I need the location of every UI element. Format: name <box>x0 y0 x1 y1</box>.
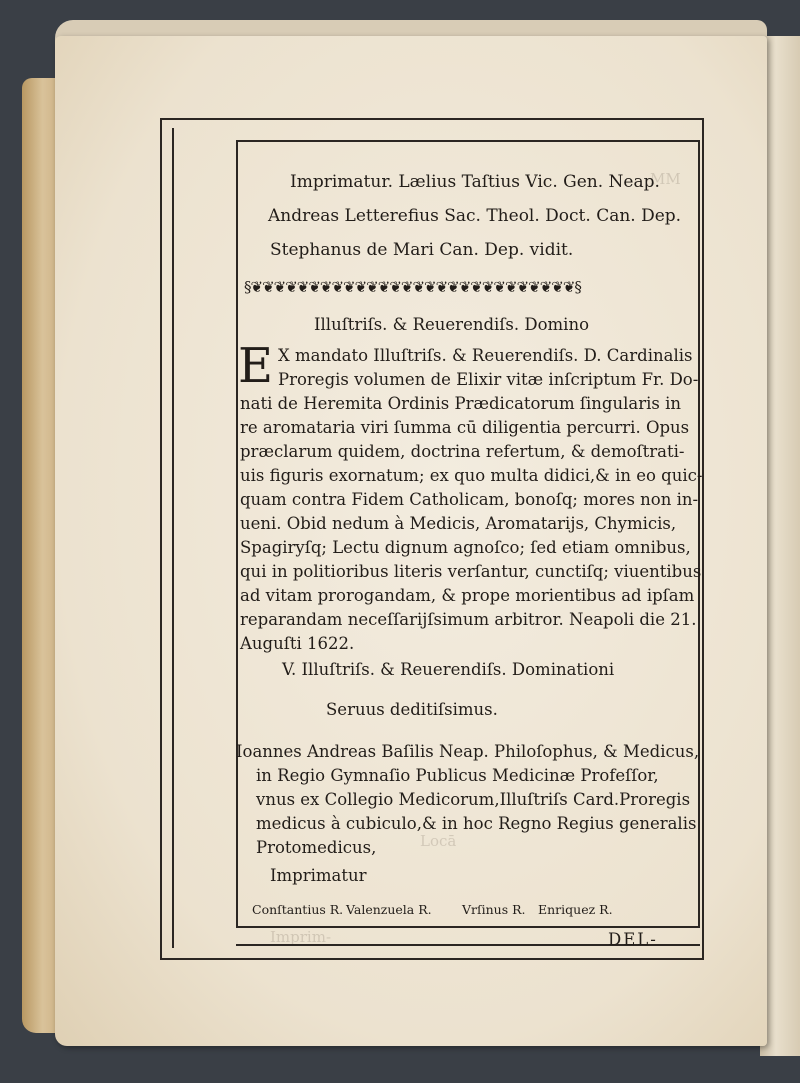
salutation: Illuſtriſs. & Reuerendiſs. Domino <box>314 315 590 334</box>
approval-line: Imprimatur. Lælius Taſtius Vic. Gen. Neap. <box>290 172 660 192</box>
approval-line: Stephanus de Mari Can. Dep. vidit. <box>270 240 574 260</box>
body-line: uis figuris exornatum; ex quo multa didici,& in eo quic- <box>240 466 703 485</box>
censor-name: Valenzuela R. <box>346 902 432 917</box>
drop-cap: E <box>238 338 274 394</box>
servant-line: Seruus deditiſsimus. <box>326 700 498 719</box>
body-line: X mandato Illuſtriſs. & Reuerendiſs. D. Cardinalis <box>278 346 693 365</box>
body-line: nati de Heremita Ordinis Prædicatorum ſingularis in <box>240 394 681 413</box>
inner-left-rule <box>172 128 174 948</box>
signature-line: Ioannes Andreas Baſilis Neap. Philoſophus, & Medicus, <box>236 742 700 761</box>
body-line: ad vitam prorogandam, & prope morientibus ad ipſam <box>240 586 695 605</box>
ornament-row: §❦❦❦❦❦❦❦❦❦❦❦❦❦❦❦❦❦❦❦❦❦❦❦❦❦❦❦❦§ <box>244 278 581 296</box>
signature-line: vnus ex Collegio Medicorum,Illuſtriſs Card.Proregis <box>256 790 691 809</box>
body-line: Spagiryſq; Lectu dignum agnoſco; ſed etiam omnibus, <box>240 538 691 557</box>
bleed-text: Locā <box>420 832 457 850</box>
imprimatur-heading: Imprimatur <box>270 866 367 885</box>
censor-name: Vrſinus R. <box>462 902 526 917</box>
closing-line: V. Illuſtriſs. & Reuerendiſs. Dominationi <box>282 660 615 679</box>
body-line: Proregis volumen de Elixir vitæ inſcriptum Fr. Do- <box>278 370 699 389</box>
body-line: quam contra Fidem Catholicam, bonoſq; mores non in- <box>240 490 699 509</box>
bleed-text: MM <box>650 170 681 188</box>
body-line: re aromataria viri ſumma cū diligentia percurri. Opus <box>240 418 690 437</box>
body-line: qui in politioribus literis verſantur, cunctiſq; viuentibus <box>240 562 702 581</box>
signature-line: Protomedicus, <box>256 838 377 857</box>
body-line: reparandam neceſſarijſsimum arbitror. Neapoli die 21. <box>240 610 697 629</box>
approval-line: Andreas Letterefius Sac. Theol. Doct. Can. Dep. <box>268 206 682 226</box>
body-line: Auguſti 1622. <box>240 634 355 653</box>
body-line: præclarum quidem, doctrina refertum, & demoſtrati- <box>240 442 685 461</box>
ornamental-band <box>244 276 690 298</box>
signature-line: in Regio Gymnaſio Publicus Medicinæ Profeſſor, <box>256 766 659 785</box>
catchword: DEL- <box>608 930 658 949</box>
body-line: ueni. Obid nedum à Medicis, Aromatarijs, Chymicis, <box>240 514 677 533</box>
censor-name: Conſtantius R. <box>252 902 344 917</box>
censor-name: Enriquez R. <box>538 902 613 917</box>
signature-line: medicus à cubiculo,& in hoc Regno Regius generalis <box>256 814 697 833</box>
bleed-text: Imprim- <box>270 928 332 946</box>
